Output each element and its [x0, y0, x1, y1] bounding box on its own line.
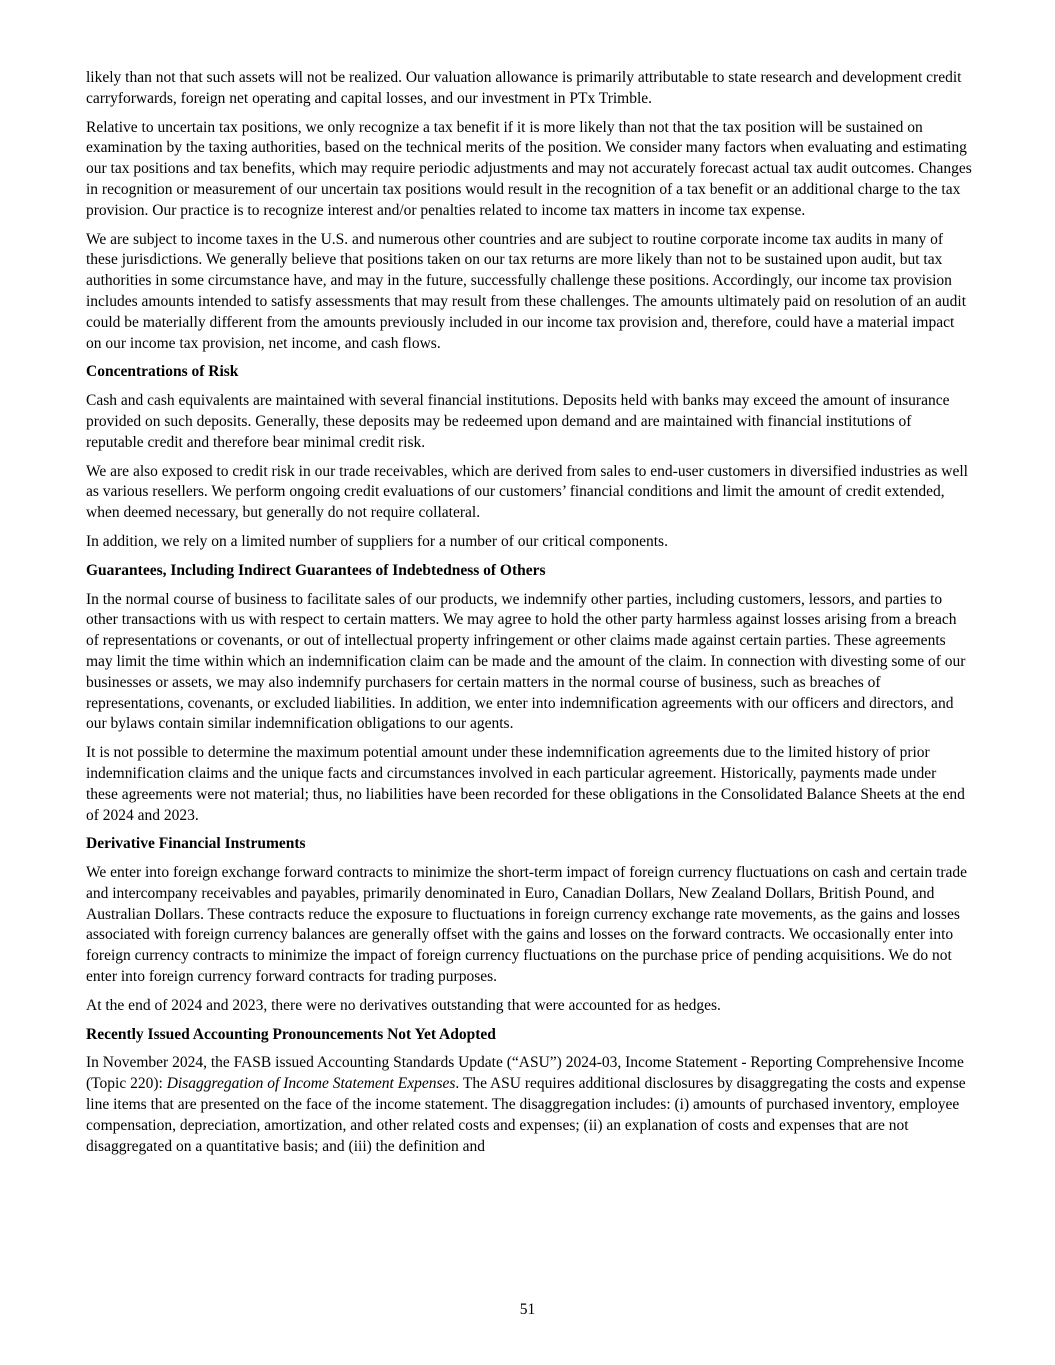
paragraph-indemnification: In the normal course of business to facilitate sales of our products, we indemnify other parties, including customers, lessors, and parties to other transactions with us with respect to certain matters. We may agree to hold the other party harmless against losses arising from a breach of representations or covenants, or out of intellectual property infringement or other claims made against certain parties. These agreements may limit the time within which an indemnification claim can be made and the amount of the claim. In connection with divesting some of our businesses or assets, we may also indemnify purchasers for certain matters in the normal course of business, such as breaches of representations, covenants, or excluded liabilities. In addition, we enter into indemnification agreements with our officers and directors, and our bylaws contain similar indemnification obligations to our agents. [86, 590, 966, 733]
paragraph-suppliers: In addition, we rely on a limited number of suppliers for a number of our critical components. [86, 532, 668, 550]
paragraph-uncertain-tax-positions: Relative to uncertain tax positions, we only recognize a tax benefit if it is more likely than not that the tax position will be sustained on examination by the taxing authorities, based on the technical merits of the position. We consider many factors when evaluating and estimating our tax positions and tax benefits, which may require periodic adjustments and may not accurately forecast actual tax audit outcomes. Changes in recognition or measurement of our uncertain tax positions would result in the recognition of a tax benefit or an additional charge to the tax provision. Our practice is to recognize interest and/or penalties related to income tax matters in income tax expense. [86, 118, 972, 219]
asu-text-after: . The ASU requires additional disclosures by disaggregating the costs and expense line items that are presented on the face of the income statement. The disaggregation includes: (i) amounts of purchased inventory, employee compensation, depreciation, amortization, and other related costs and expenses; (ii) an explanation of costs and expenses that are not disaggregated on a quantitative basis; and (iii) the definition and [86, 1075, 966, 1155]
page-number: 51 [519, 1301, 536, 1318]
heading-derivative-financial-instruments: Derivative Financial Instruments [86, 835, 306, 853]
heading-guarantees: Guarantees, Including Indirect Guarantees of Indebtedness of Others [86, 561, 546, 579]
asu-text-before: In November 2024, the FASB issued Accounting Standards Update (“ASU”) 2024-03, Income Statement - Reporting Comprehensive Income (Topic 220): [86, 1054, 964, 1093]
paragraph-asu-2024-03 [86, 1053, 972, 1157]
paragraph-foreign-exchange-contracts: We enter into foreign exchange forward contracts to minimize the short-term impact of foreign currency fluctuations on cash and certain trade and intercompany receivables and payables, primarily denominated in Euro, Canadian Dollars, New Zealand Dollars, British Pound, and Australian Dollars. These contracts reduce the exposure to fluctuations in foreign currency exchange rate movements, as the gains and losses associated with foreign currency balances are generally offset with the gains and losses on the forward contracts. We occasionally enter into foreign currency contracts to minimize the impact of foreign currency fluctuations on the purchase price of pending acquisitions. We do not enter into foreign currency forward contracts for trading purposes. [86, 864, 968, 986]
heading-recent-pronouncements: Recently Issued Accounting Pronouncements Not Yet Adopted [86, 1025, 496, 1043]
paragraph-valuation-allowance: likely than not that such assets will not be realized. Our valuation allowance is primarily attributable to state research and development credit carryforwards, foreign net operating and capital losses, and our investment in PTx Trimble. [86, 69, 962, 107]
paragraph-no-hedges: At the end of 2024 and 2023, there were no derivatives outstanding that were accounted for as hedges. [86, 996, 721, 1014]
paragraph-credit-risk: We are also exposed to credit risk in our trade receivables, which are derived from sales to end-user customers in diversified industries as well as various resellers. We perform ongoing credit evaluations of our customers’ financial conditions and limit the amount of credit extended, when deemed necessary, but generally do not require collateral. [86, 462, 968, 522]
paragraph-cash-equivalents: Cash and cash equivalents are maintained with several financial institutions. Deposits held with banks may exceed the amount of insurance provided on such deposits. Generally, these deposits may be redeemed upon demand and are maintained with financial institutions of reputable credit and therefore bear minimal credit risk. [86, 392, 950, 451]
asu-title-italic: Disaggregation of Income Statement Expenses [166, 1075, 456, 1093]
document-page [86, 68, 972, 1165]
paragraph-maximum-potential-amount: It is not possible to determine the maximum potential amount under these indemnification agreements due to the limited history of prior indemnification claims and the unique facts and circumstances involved in each particular agreement. Historically, payments made under these agreements were not material; thus, no liabilities have been recorded for these obligations in the Consolidated Balance Sheets at the end of 2024 and 2023. [86, 744, 965, 824]
paragraph-income-tax-audits: We are subject to income taxes in the U.S. and numerous other countries and are subject to routine corporate income tax audits in many of these jurisdictions. We generally believe that positions taken on our tax returns are more likely than not to be sustained upon audit, but tax authorities in some circumstance have, and may in the future, successfully challenge these positions. Accordingly, our income tax provision includes amounts intended to satisfy assessments that may result from these challenges. The amounts ultimately paid on resolution of an audit could be materially different from the amounts previously included in our income tax provision and, therefore, could have a material impact on our income tax provision, net income, and cash flows. [86, 230, 967, 352]
heading-concentrations-of-risk: Concentrations of Risk [86, 363, 239, 381]
